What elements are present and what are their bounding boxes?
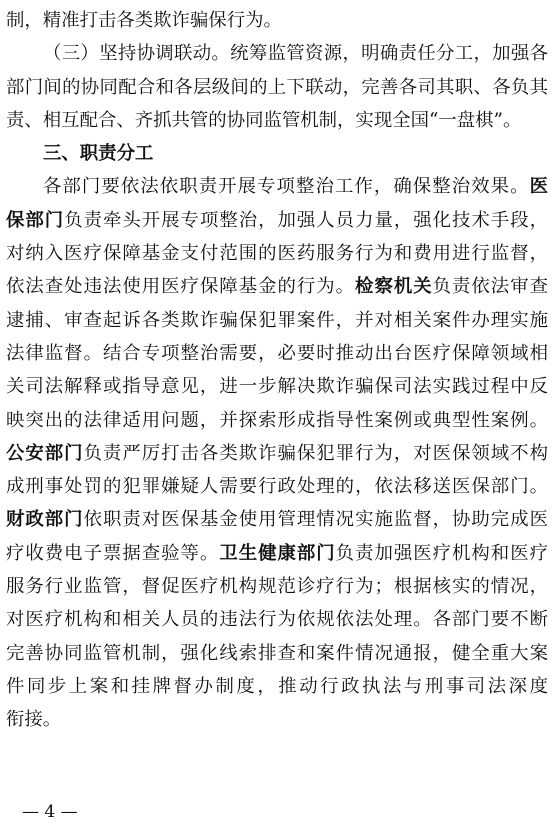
text-segment: 依职责对医保基金使用管理情况实施监督，协助完成医 <box>83 509 548 531</box>
text-segment: 对纳入医疗保障基金支付范围的医药服务行为和费用进行监督， <box>6 243 548 265</box>
text-segment: 责、相互配合、齐抓共管的协同监管机制，实现全国“一盘棋”。 <box>6 109 522 131</box>
bold-term: 财政部门 <box>6 509 84 531</box>
text-line <box>6 370 548 403</box>
text-segment: 衔接。 <box>6 709 62 731</box>
text-segment: 件同步上案和挂牌督办制度，推动行政执法与刑事司法深度 <box>6 675 548 697</box>
bold-term: 医 <box>529 176 548 198</box>
text-segment: 法律监督。结合专项整治需要，必要时推动出台医疗保障领域相 <box>6 342 548 364</box>
text-line <box>6 703 548 736</box>
text-segment: 完善协同监管机制，强化线索排查和案件情况通报，健全重大案 <box>6 642 548 664</box>
bold-term: 卫生健康部门 <box>219 542 336 564</box>
text-line <box>6 470 548 503</box>
text-segment: （三）坚持协调联动。统筹监管资源，明确责任分工，加强各 <box>43 43 548 65</box>
text-line <box>6 503 548 536</box>
text-segment: 各部门要依法依职责开展专项整治工作，确保整治效果。 <box>43 176 530 198</box>
text-segment: 对医疗机构和相关人员的违法行为依规依法处理。各部门要不断 <box>6 609 548 631</box>
text-line <box>6 670 548 703</box>
text-line <box>6 437 548 470</box>
text-line <box>6 270 548 303</box>
text-line <box>6 603 548 636</box>
text-segment: 逮捕、审查起诉各类欺诈骗保犯罪案件，并对相关案件办理实施 <box>6 309 548 331</box>
bold-term: 检察机关 <box>355 276 433 298</box>
text-line <box>6 237 548 270</box>
text-segment: 负责依法审查 <box>432 276 548 298</box>
section-heading <box>6 137 548 170</box>
text-line <box>6 71 548 104</box>
text-segment: 部门间的协同配合和各层级间的上下联动，完善各司其职、各负其 <box>6 76 548 98</box>
text-line <box>6 570 548 603</box>
text-line <box>6 170 548 203</box>
text-segment: 疗收费电子票据查验等。 <box>6 542 220 564</box>
text-segment: 负责牵头开展专项整治，加强人员力量，强化技术手段， <box>64 209 548 231</box>
page-number: — 4 — <box>22 802 78 822</box>
text-line <box>6 537 548 570</box>
text-segment: 负责严厉打击各类欺诈骗保犯罪行为，对医保领域不构 <box>83 442 548 464</box>
text-segment: 负责加强医疗机构和医疗 <box>335 542 548 564</box>
text-segment: 成刑事处罚的犯罪嫌疑人需要行政处理的，依法移送医保部门。 <box>6 476 548 498</box>
text-line <box>6 204 548 237</box>
body-text <box>6 4 548 737</box>
text-line <box>6 37 548 70</box>
text-segment: 依法查处违法使用医疗保障基金的行为。 <box>6 276 356 298</box>
text-segment: 关司法解释或指导意见，进一步解决欺诈骗保司法实践过程中反 <box>6 376 548 398</box>
text-line <box>6 404 548 437</box>
bold-term: 三、职责分工 <box>43 143 154 165</box>
bold-term: 保部门 <box>6 209 65 231</box>
text-line <box>6 4 548 37</box>
text-segment: 映突出的法律适用问题，并探索形成指导性案例或典型性案例。 <box>6 409 548 431</box>
text-line <box>6 104 548 137</box>
text-line <box>6 637 548 670</box>
text-segment: 制，精准打击各类欺诈骗保行为。 <box>6 10 282 31</box>
text-segment: 服务行业监管，督促医疗机构规范诊疗行为；根据核实的情况， <box>6 576 548 598</box>
bold-term: 公安部门 <box>6 442 84 464</box>
text-line <box>6 304 548 337</box>
text-line <box>6 337 548 370</box>
